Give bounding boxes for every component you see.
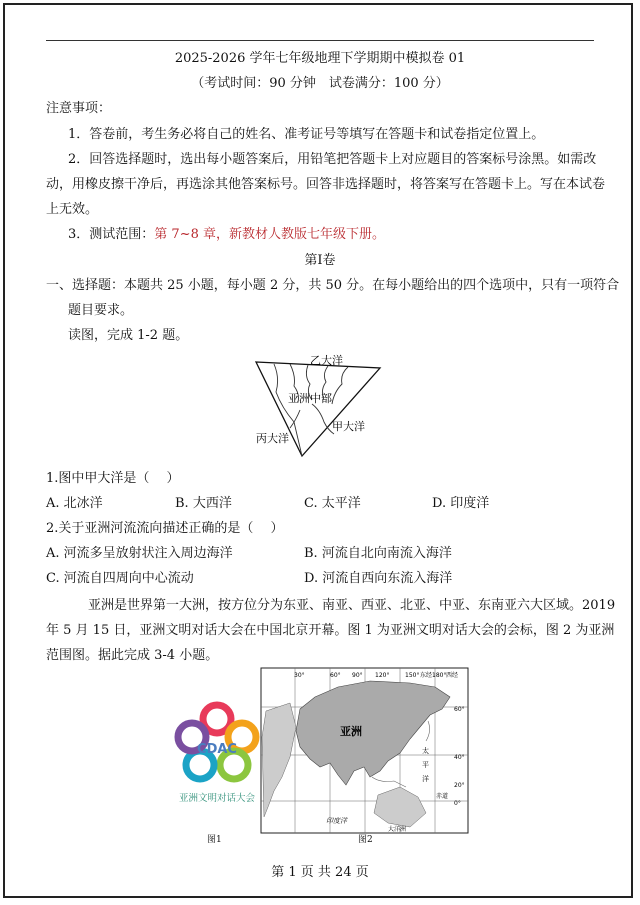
exam-title: 2025-2026 学年七年级地理下学期期中模拟卷 01: [174, 51, 466, 66]
map-label-indian-ocean: 印度洋: [326, 817, 347, 825]
exam-info: （考试时间：90 分钟 试卷满分：100 分）: [191, 76, 449, 91]
question-1-option-b[interactable]: B. 大西洋: [175, 496, 232, 511]
map-label-pacific: 平: [422, 761, 429, 769]
latitude-label: 20°: [454, 782, 465, 789]
latitude-label: 0°: [454, 800, 461, 807]
longitude-label: 120°: [375, 672, 390, 679]
map-label-pacific: 洋: [422, 775, 429, 783]
question-2-option-a[interactable]: A. 河流多呈放射状注入周边海洋: [46, 546, 233, 561]
test-range-label: 3．测试范围：: [68, 227, 155, 242]
question-2-option-b[interactable]: B. 河流自北向南流入海洋: [304, 546, 452, 561]
section1-instruction-line-1: 一、选择题：本题共 25 小题，每小题 2 分，共 50 分。在每小题给出的四个选项中，只有一项符合: [46, 278, 620, 293]
passage-line-1: 亚洲是世界第一大洲，按方位分为东亚、南亚、西亚、北亚、中亚、东南亚六大区域。2019: [88, 598, 616, 613]
question-2-stem: 2.关于亚洲河流流向描述正确的是（ ）: [46, 521, 284, 536]
notice-item-1: 1．答卷前，考生务必将自己的姓名、准考证号等填写在答题卡和试卷指定位置上。: [68, 127, 545, 142]
header-rule: [46, 40, 594, 41]
notice-item-3: [68, 226, 385, 244]
label-bing-ocean: 丙大洋: [256, 432, 289, 445]
longitude-label: 150°: [405, 672, 420, 679]
logo-caption: 亚洲文明对话大会: [178, 793, 256, 804]
question-1-option-a[interactable]: A. 北冰洋: [46, 496, 103, 511]
river-line: [332, 367, 348, 404]
asia-rivers-diagram: [250, 350, 385, 462]
page-footer: 第 1 页 共 24 页: [271, 865, 369, 880]
map-label-equator: 赤道: [436, 793, 449, 800]
map-label-asia: 亚洲: [340, 725, 362, 738]
question-2-option-d[interactable]: D. 河流自西向东流入海洋: [304, 571, 453, 586]
notice-item-2-line-2: 动，用橡皮擦干净后，再选涂其他答案标号。回答非选择题时，将答案写在答题卡上。写在本试卷: [46, 177, 606, 192]
label-central-asia: 亚洲中部: [288, 392, 332, 405]
map-label-oceania: 大洋洲: [388, 826, 407, 833]
question-2-option-c[interactable]: C. 河流自四周向中心流动: [46, 571, 194, 586]
map-label-pacific: 太: [422, 747, 429, 755]
latitude-label: 60°: [454, 706, 465, 713]
latitude-label: 40°: [454, 754, 465, 761]
asia-range-map: [260, 667, 470, 835]
longitude-label: 60°: [330, 672, 341, 679]
passage-line-2: 年 5 月 15 日，亚洲文明对话大会在中国北京开幕。图 1 为亚洲文明对话大会的会标，图 2 为亚洲: [46, 623, 615, 638]
notice-item-2-line-1: 2．回答选择题时，选出每小题答案后，用铅笔把答题卡上对应题目的答案标号涂黑。如需改: [68, 152, 597, 167]
logo-acronym: CDAC: [197, 742, 237, 757]
label-yi-ocean: 乙大洋: [310, 354, 343, 367]
label-jia-ocean: 甲大洋: [332, 420, 365, 433]
section1-instruction-line-2: 题目要求。: [68, 303, 134, 318]
read-figure-instruction: 读图，完成 1-2 题。: [68, 328, 189, 343]
volume-label: 第Ⅰ卷: [304, 253, 336, 268]
east-longitude-label: 东经: [420, 672, 433, 679]
longitude-label: 90°: [352, 672, 363, 679]
cdac-logo: [172, 695, 262, 810]
passage-line-3: 范围图。据此完成 3-4 小题。: [46, 648, 219, 663]
notice-item-2-line-3: 上无效。: [46, 202, 99, 217]
longitude-label: 180°: [432, 672, 447, 679]
figure-2-label: 图2: [358, 835, 373, 845]
question-1-stem: 1.图中甲大洋是（ ）: [46, 471, 180, 486]
river-line: [312, 404, 334, 434]
question-1-option-d[interactable]: D. 印度洋: [432, 496, 490, 511]
notice-heading: 注意事项：: [46, 101, 112, 116]
question-1-option-c[interactable]: C. 太平洋: [304, 496, 361, 511]
figure-1-label: 图1: [207, 835, 222, 845]
test-range-value: 第 7~8 章，新教材人教版七年级下册。: [154, 227, 385, 242]
west-longitude-label: 西经: [446, 672, 459, 679]
longitude-label: 30°: [294, 672, 305, 679]
